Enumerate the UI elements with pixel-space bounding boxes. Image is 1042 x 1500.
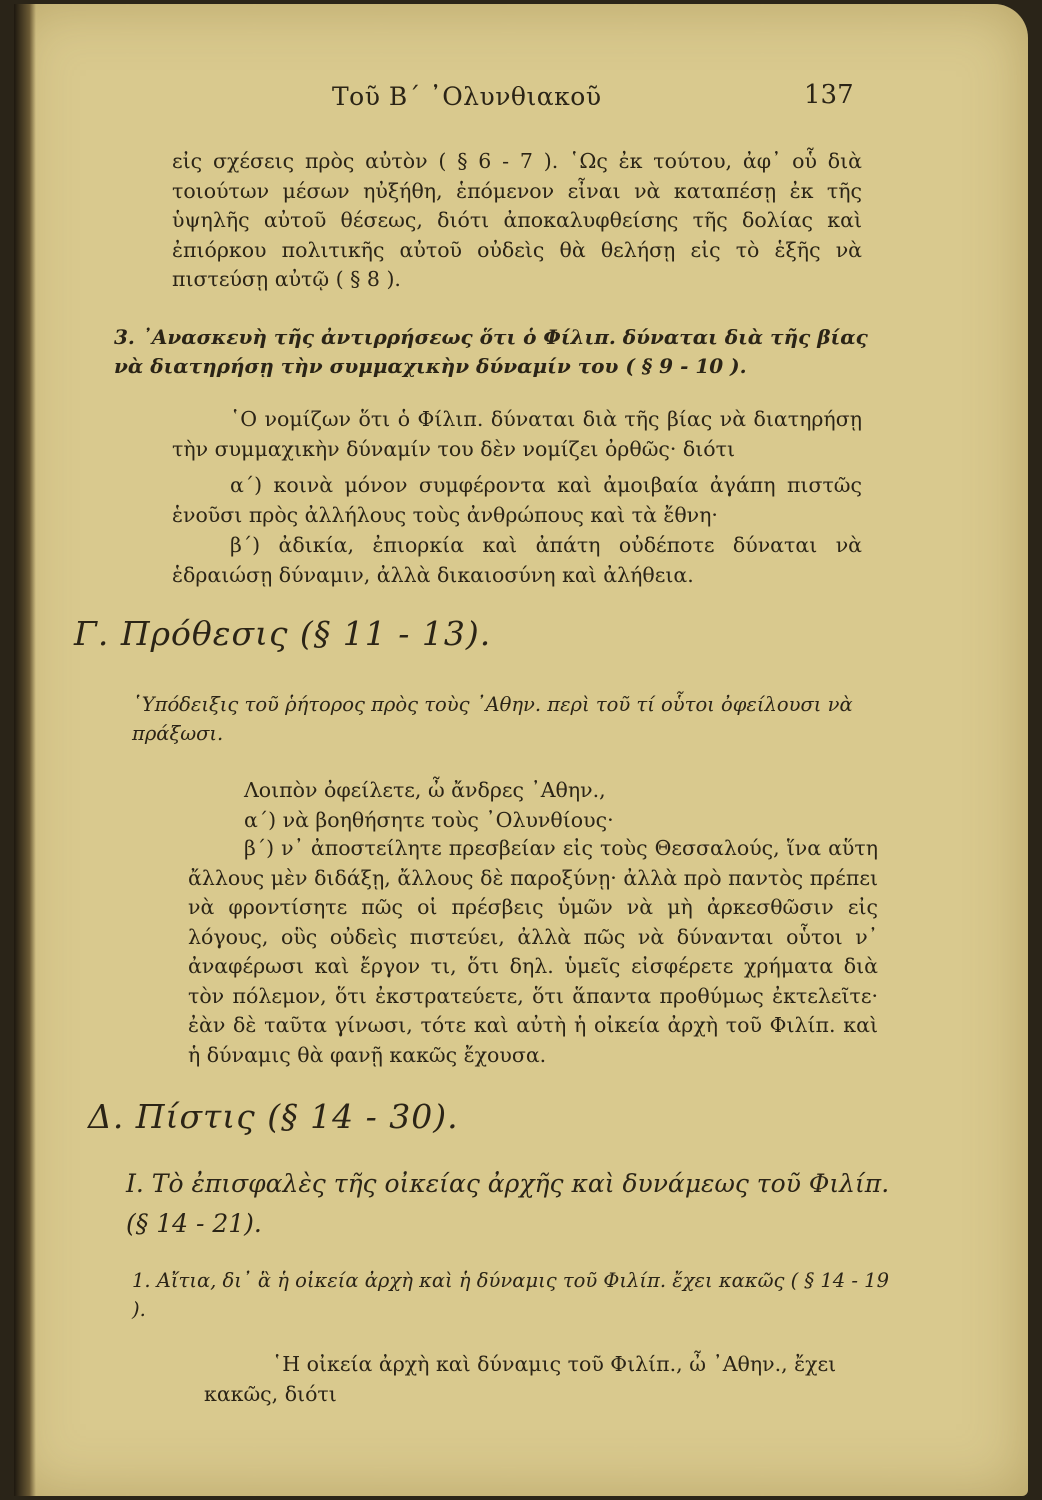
- paragraph-2a: α΄) κοινὰ μόνον συμφέροντα καὶ ἀμοιβαία ἀγάπη πιστῶς ἑνοῦσι πρὸς ἀλλήλους τοὺς ἀνθρώπους καὶ τὰ ἔθνη·: [172, 473, 862, 527]
- paragraph-1: εἰς σχέσεις πρὸς αὐτὸν ( § 6 - 7 ). ῾Ως ἐκ τούτου, ἀφ᾿ οὗ διὰ τοιούτων μέσων ηὐξήθη, ἑπόμενον εἶναι νὰ καταπέσῃ ἐκ τῆς ὑψηλῆς αὐτοῦ θέσεως, διότι ἀποκαλυφθείσης τῆς δολίας καὶ ἐπιόρκου πολιτικῆς αὐτοῦ οὐδεὶς θὰ θελήσῃ εἰς τὸ ἑξῆς νὰ πιστεύσῃ αὐτῷ ( § 8 ).: [172, 149, 862, 291]
- paragraph-4: ῾Η οἰκεία ἀρχὴ καὶ δύναμις τοῦ Φιλίπ., ὦ ᾿Αθην., ἔχει κακῶς, διότι: [204, 1352, 837, 1406]
- page-gutter-shadow: [14, 4, 36, 1496]
- gamma-subheading: ῾Υπόδειξις τοῦ ῥήτορος πρὸς τοὺς ᾿Αθην. περὶ τοῦ τί οὗτοι ὀφείλουσι νὰ πράξωσι.: [132, 693, 853, 745]
- section-I-heading: Ι. Τὸ ἐπισφαλὲς τῆς οἰκείας ἀρχῆς καὶ δυνάμεως τοῦ Φιλίπ. (§ 14 - 21).: [126, 1169, 890, 1238]
- paragraph-3b: β΄) ν᾿ ἀποστείλητε πρεσβείαν εἰς τοὺς Θεσσαλούς, ἵνα αὕτη ἄλλους μὲν διδάξῃ, ἄλλους δὲ παροξύνῃ· ἀλλὰ πρὸ παντὸς πρέπει νὰ φροντίσητε πῶς οἱ πρέσβεις ὑμῶν νὰ μὴ ἀρκεσθῶσιν εἰς λόγους, οὓς οὐδεὶς πιστεύει, ἀλλὰ πῶς νὰ δύνανται οὗτοι ν᾿ ἀναφέρωσι καὶ ἔργον τι, ὅτι δηλ. ὑμεῖς εἰσφέρετε χρήματα διὰ τὸν πόλεμον, ὅτι ἐκστρατεύετε, ὅτι ἅπαντα προθύμως ἐκτελεῖτε· ἐὰν δὲ ταῦτα γίνωσι, τότε καὶ αὐτὴ ἡ οἰκεία ἀρχὴ τοῦ Φιλίπ. καὶ ἡ δύναμις θὰ φανῇ κακῶς ἔχουσα.: [188, 836, 878, 1067]
- delta-heading: Δ. Πίστις (§ 14 - 30).: [88, 1097, 459, 1136]
- paragraph-3: Λοιπὸν ὀφείλετε, ὦ ἄνδρες ᾿Αθην.,: [244, 778, 606, 802]
- gamma-heading: Γ. Πρόθεσις (§ 11 - 13).: [74, 614, 492, 653]
- section-3-heading: 3. ᾿Ανασκευὴ τῆς ἀντιρρήσεως ὅτι ὁ Φίλιπ. δύναται διὰ τῆς βίας νὰ διατηρήσῃ τὴν συμμαχικὴν δύναμίν του ( § 9 - 10 ).: [114, 325, 868, 378]
- paragraph-2b: β΄) ἀδικία, ἐπιορκία καὶ ἀπάτη οὐδέποτε δύναται νὰ ἑδραιώσῃ δύναμιν, ἀλλὰ δικαιοσύνη καὶ ἀλήθεια.: [172, 533, 862, 587]
- section-1-heading: 1. Αἴτια, δι᾿ ἃ ἡ οἰκεία ἀρχὴ καὶ ἡ δύναμις τοῦ Φιλίπ. ἔχει κακῶς ( § 14 - 19 ).: [132, 1269, 889, 1321]
- book-page: [14, 4, 1028, 1496]
- running-title: Τοῦ Β΄ ᾿Ολυνθιακοῦ: [332, 82, 602, 111]
- paragraph-3a: α΄) νὰ βοηθήσητε τοὺς ᾿Ολυνθίους·: [244, 808, 614, 832]
- page-number: 137: [804, 80, 854, 110]
- paragraph-2: ῾Ο νομίζων ὅτι ὁ Φίλιπ. δύναται διὰ τῆς βίας νὰ διατηρήσῃ τὴν συμμαχικὴν δύναμίν του δὲν νομίζει ὀρθῶς· διότι: [172, 407, 862, 461]
